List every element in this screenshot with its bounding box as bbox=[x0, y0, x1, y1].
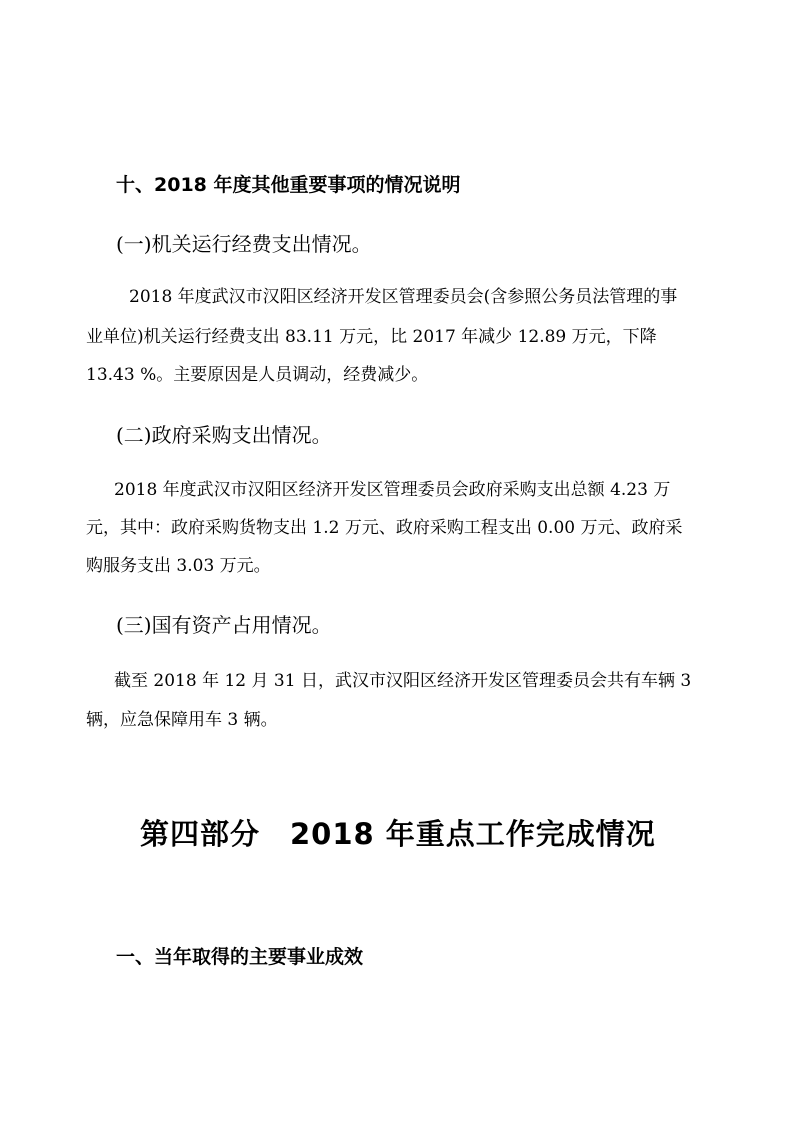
paragraph-line: 购服务支出 3.03 万元。 bbox=[86, 556, 271, 576]
subsection-title-operating-expenses: (一)机关运行经费支出情况。 bbox=[116, 232, 372, 256]
part-four-title: 第四部分 2018 年重点工作完成情况 bbox=[140, 817, 656, 851]
subsection-title-state-assets: (三)国有资产占用情况。 bbox=[116, 613, 332, 637]
paragraph-line: 截至 2018 年 12 月 31 日，武汉市汉阳区经济开发区管理委员会共有车辆 3 bbox=[114, 671, 692, 691]
subsection-title-procurement: (二)政府采购支出情况。 bbox=[116, 423, 332, 447]
section-heading-other-matters: 十、2018 年度其他重要事项的情况说明 bbox=[116, 174, 461, 196]
paragraph-line: 元，其中：政府采购货物支出 1.2 万元、政府采购工程支出 0.00 万元、政府采 bbox=[86, 518, 683, 538]
paragraph-line: 2018 年度武汉市汉阳区经济开发区管理委员会政府采购支出总额 4.23 万 bbox=[114, 480, 671, 500]
paragraph-line: 辆，应急保障用车 3 辆。 bbox=[86, 710, 278, 730]
paragraph-line: 13.43 %。主要原因是人员调动，经费减少。 bbox=[86, 365, 429, 385]
section-heading-main-achievements: 一、当年取得的主要事业成效 bbox=[116, 946, 364, 968]
paragraph-line: 业单位)机关运行经费支出 83.11 万元，比 2017 年减少 12.89 万元，下降 bbox=[86, 327, 657, 347]
paragraph-line: 2018 年度武汉市汉阳区经济开发区管理委员会(含参照公务员法管理的事 bbox=[129, 287, 678, 307]
